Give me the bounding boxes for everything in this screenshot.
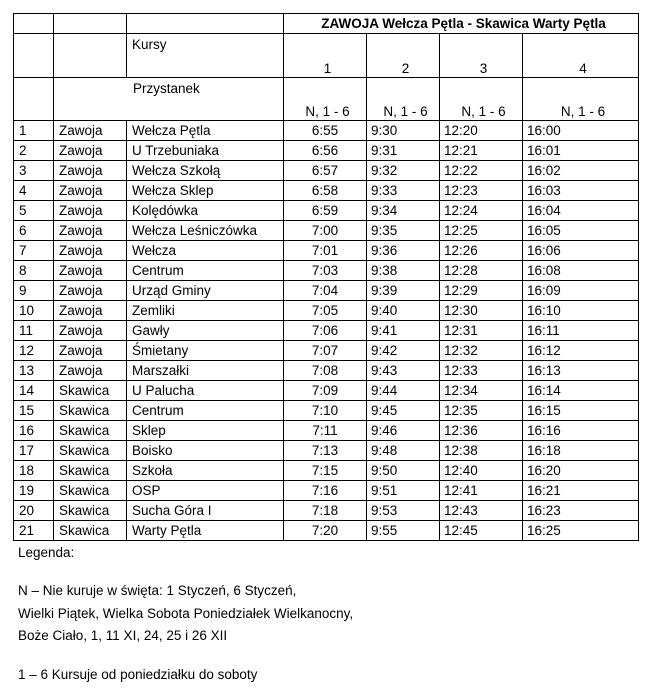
departure-time: 16:16 bbox=[523, 421, 639, 441]
departure-time: 7:06 bbox=[284, 321, 367, 341]
stop-number: 14 bbox=[14, 381, 54, 401]
stop-name: Wełcza Szkołą bbox=[127, 161, 284, 181]
stop-name: Sucha Góra I bbox=[127, 501, 284, 521]
departure-time: 12:22 bbox=[440, 161, 523, 181]
departure-time: 16:23 bbox=[523, 501, 639, 521]
stop-name: Wełcza Leśniczówka bbox=[127, 221, 284, 241]
course-days: N, 1 - 6 bbox=[367, 78, 440, 121]
departure-time: 7:20 bbox=[284, 521, 367, 541]
legend-days-line: 1 – 6 Kursuje od poniedziałku do soboty bbox=[18, 667, 258, 682]
departure-time: 9:41 bbox=[367, 321, 440, 341]
route-title: ZAWOJA Wełcza Pętla - Skawica Warty Pętla bbox=[284, 14, 639, 34]
legend-n-line: N – Nie kuruje w święta: 1 Styczeń, 6 Styczeń, bbox=[18, 583, 297, 598]
departure-time: 16:09 bbox=[523, 281, 639, 301]
departure-time: 9:42 bbox=[367, 341, 440, 361]
town-cell: Skawica bbox=[54, 401, 127, 421]
departure-time: 16:11 bbox=[523, 321, 639, 341]
stop-name: Warty Pętla bbox=[127, 521, 284, 541]
departure-time: 9:34 bbox=[367, 201, 440, 221]
departure-time: 16:20 bbox=[523, 461, 639, 481]
town-cell: Zawoja bbox=[54, 241, 127, 261]
departure-time: 12:35 bbox=[440, 401, 523, 421]
table-row bbox=[14, 261, 639, 281]
departure-time: 16:15 bbox=[523, 401, 639, 421]
departure-time: 7:04 bbox=[284, 281, 367, 301]
departure-time: 12:23 bbox=[440, 181, 523, 201]
departure-time: 9:36 bbox=[367, 241, 440, 261]
departure-time: 9:48 bbox=[367, 441, 440, 461]
town-cell: Zawoja bbox=[54, 121, 127, 141]
stop-number: 7 bbox=[14, 241, 54, 261]
departure-time: 7:09 bbox=[284, 381, 367, 401]
departure-time: 9:39 bbox=[367, 281, 440, 301]
course-days: N, 1 - 6 bbox=[523, 78, 639, 121]
departure-time: 7:01 bbox=[284, 241, 367, 261]
town-cell: Skawica bbox=[54, 421, 127, 441]
stop-number: 11 bbox=[14, 321, 54, 341]
departure-time: 9:50 bbox=[367, 461, 440, 481]
stop-name: Zemliki bbox=[127, 301, 284, 321]
stop-name: Wełcza Pętla bbox=[127, 121, 284, 141]
departure-time: 16:02 bbox=[523, 161, 639, 181]
stop-number: 21 bbox=[14, 521, 54, 541]
stop-name: U Trzebuniaka bbox=[127, 141, 284, 161]
departure-time: 12:25 bbox=[440, 221, 523, 241]
departure-time: 12:30 bbox=[440, 301, 523, 321]
town-cell: Zawoja bbox=[54, 361, 127, 381]
departure-time: 6:56 bbox=[284, 141, 367, 161]
departure-time: 12:36 bbox=[440, 421, 523, 441]
table-row bbox=[14, 481, 639, 501]
departure-time: 9:45 bbox=[367, 401, 440, 421]
stop-number: 12 bbox=[14, 341, 54, 361]
course-number: 4 bbox=[523, 34, 639, 78]
stop-number: 8 bbox=[14, 261, 54, 281]
stop-number: 17 bbox=[14, 441, 54, 461]
departure-time: 7:07 bbox=[284, 341, 367, 361]
stop-number: 19 bbox=[14, 481, 54, 501]
departure-time: 12:24 bbox=[440, 201, 523, 221]
departure-time: 9:43 bbox=[367, 361, 440, 381]
departure-time: 16:10 bbox=[523, 301, 639, 321]
town-cell: Skawica bbox=[54, 481, 127, 501]
table-row bbox=[14, 181, 639, 201]
stop-name: Marszałki bbox=[127, 361, 284, 381]
table-row bbox=[14, 421, 639, 441]
course-days: N, 1 - 6 bbox=[440, 78, 523, 121]
stop-number: 2 bbox=[14, 141, 54, 161]
header-empty-cell bbox=[14, 34, 54, 78]
departure-time: 9:55 bbox=[367, 521, 440, 541]
departure-time: 7:10 bbox=[284, 401, 367, 421]
stop-name: Sklep bbox=[127, 421, 284, 441]
departure-time: 7:08 bbox=[284, 361, 367, 381]
departure-time: 16:18 bbox=[523, 441, 639, 461]
table-row bbox=[14, 501, 639, 521]
departure-time: 12:21 bbox=[440, 141, 523, 161]
departure-time: 7:15 bbox=[284, 461, 367, 481]
departure-time: 7:05 bbox=[284, 301, 367, 321]
stop-name: Wełcza bbox=[127, 241, 284, 261]
table-row bbox=[14, 301, 639, 321]
table-row bbox=[14, 321, 639, 341]
stop-number: 13 bbox=[14, 361, 54, 381]
stop-name: Centrum bbox=[127, 261, 284, 281]
legend-n-line: Boże Ciało, 1, 11 XI, 24, 25 i 26 XII bbox=[18, 628, 228, 643]
departure-time: 16:05 bbox=[523, 221, 639, 241]
departure-time: 7:16 bbox=[284, 481, 367, 501]
town-cell: Skawica bbox=[54, 461, 127, 481]
stop-number: 3 bbox=[14, 161, 54, 181]
table-row bbox=[14, 141, 639, 161]
town-cell: Skawica bbox=[54, 381, 127, 401]
table-row bbox=[14, 521, 639, 541]
town-cell: Zawoja bbox=[54, 221, 127, 241]
departure-time: 12:45 bbox=[440, 521, 523, 541]
town-cell: Zawoja bbox=[54, 261, 127, 281]
header-row-courses bbox=[14, 34, 639, 78]
stop-number: 16 bbox=[14, 421, 54, 441]
departure-time: 12:28 bbox=[440, 261, 523, 281]
stop-name: Urząd Gminy bbox=[127, 281, 284, 301]
town-cell: Skawica bbox=[54, 441, 127, 461]
timetable bbox=[13, 13, 639, 541]
stop-name: U Palucha bbox=[127, 381, 284, 401]
kursy-label: Kursy bbox=[127, 34, 284, 78]
departure-time: 12:33 bbox=[440, 361, 523, 381]
departure-time: 9:40 bbox=[367, 301, 440, 321]
town-cell: Zawoja bbox=[54, 181, 127, 201]
legend-title: Legenda: bbox=[18, 545, 75, 560]
course-days: N, 1 - 6 bbox=[284, 78, 367, 121]
stop-name: OSP bbox=[127, 481, 284, 501]
departure-time: 16:25 bbox=[523, 521, 639, 541]
stop-number: 4 bbox=[14, 181, 54, 201]
stop-name: Boisko bbox=[127, 441, 284, 461]
departure-time: 12:31 bbox=[440, 321, 523, 341]
departure-time: 9:46 bbox=[367, 421, 440, 441]
departure-time: 9:53 bbox=[367, 501, 440, 521]
table-row bbox=[14, 241, 639, 261]
stop-number: 5 bbox=[14, 201, 54, 221]
town-cell: Zawoja bbox=[54, 141, 127, 161]
departure-time: 16:06 bbox=[523, 241, 639, 261]
departure-time: 7:11 bbox=[284, 421, 367, 441]
departure-time: 12:43 bbox=[440, 501, 523, 521]
header-empty-cell bbox=[54, 14, 127, 34]
stop-name: Śmietany bbox=[127, 341, 284, 361]
departure-time: 6:59 bbox=[284, 201, 367, 221]
departure-time: 9:44 bbox=[367, 381, 440, 401]
header-row-days bbox=[14, 78, 639, 121]
header-row-route bbox=[14, 14, 639, 34]
table-row bbox=[14, 341, 639, 361]
header-empty-cell bbox=[127, 14, 284, 34]
departure-time: 9:38 bbox=[367, 261, 440, 281]
departure-time: 9:30 bbox=[367, 121, 440, 141]
departure-time: 6:58 bbox=[284, 181, 367, 201]
town-cell: Zawoja bbox=[54, 301, 127, 321]
stop-number: 18 bbox=[14, 461, 54, 481]
town-cell: Zawoja bbox=[54, 281, 127, 301]
departure-time: 12:34 bbox=[440, 381, 523, 401]
departure-time: 12:38 bbox=[440, 441, 523, 461]
departure-time: 12:40 bbox=[440, 461, 523, 481]
przystanek-label-cell bbox=[54, 78, 284, 121]
departure-time: 7:00 bbox=[284, 221, 367, 241]
departure-time: 7:13 bbox=[284, 441, 367, 461]
table-row bbox=[14, 361, 639, 381]
legend-n-line: Wielki Piątek, Wielka Sobota Poniedziałek Wielkanocny, bbox=[18, 606, 354, 621]
course-number: 2 bbox=[367, 34, 440, 78]
stop-number: 10 bbox=[14, 301, 54, 321]
departure-time: 7:03 bbox=[284, 261, 367, 281]
przystanek-label: Przystanek bbox=[133, 81, 200, 96]
stop-number: 6 bbox=[14, 221, 54, 241]
departure-time: 12:41 bbox=[440, 481, 523, 501]
departure-time: 9:32 bbox=[367, 161, 440, 181]
departure-time: 16:03 bbox=[523, 181, 639, 201]
departure-time: 9:31 bbox=[367, 141, 440, 161]
departure-time: 16:00 bbox=[523, 121, 639, 141]
table-row bbox=[14, 281, 639, 301]
stop-number: 15 bbox=[14, 401, 54, 421]
town-cell: Skawica bbox=[54, 501, 127, 521]
table-row bbox=[14, 401, 639, 421]
town-cell: Zawoja bbox=[54, 201, 127, 221]
stop-name: Gawły bbox=[127, 321, 284, 341]
header-empty-cell bbox=[54, 34, 127, 78]
table-row bbox=[14, 121, 639, 141]
departure-time: 12:29 bbox=[440, 281, 523, 301]
departure-time: 12:26 bbox=[440, 241, 523, 261]
table-row bbox=[14, 461, 639, 481]
stop-name: Kolędówka bbox=[127, 201, 284, 221]
table-row bbox=[14, 381, 639, 401]
departure-time: 16:13 bbox=[523, 361, 639, 381]
table-row bbox=[14, 221, 639, 241]
stop-name: Wełcza Sklep bbox=[127, 181, 284, 201]
header-empty-cell bbox=[14, 78, 54, 121]
stop-number: 20 bbox=[14, 501, 54, 521]
departure-time: 16:01 bbox=[523, 141, 639, 161]
departure-time: 16:08 bbox=[523, 261, 639, 281]
stop-name: Szkoła bbox=[127, 461, 284, 481]
town-cell: Zawoja bbox=[54, 341, 127, 361]
header-empty-cell bbox=[14, 14, 54, 34]
departure-time: 9:35 bbox=[367, 221, 440, 241]
departure-time: 16:21 bbox=[523, 481, 639, 501]
town-cell: Zawoja bbox=[54, 321, 127, 341]
course-number: 3 bbox=[440, 34, 523, 78]
table-row bbox=[14, 441, 639, 461]
departure-time: 12:32 bbox=[440, 341, 523, 361]
stop-name: Centrum bbox=[127, 401, 284, 421]
departure-time: 9:51 bbox=[367, 481, 440, 501]
departure-time: 6:55 bbox=[284, 121, 367, 141]
course-number: 1 bbox=[284, 34, 367, 78]
departure-time: 6:57 bbox=[284, 161, 367, 181]
departure-time: 16:14 bbox=[523, 381, 639, 401]
departure-time: 12:20 bbox=[440, 121, 523, 141]
table-row bbox=[14, 161, 639, 181]
town-cell: Skawica bbox=[54, 521, 127, 541]
stop-number: 1 bbox=[14, 121, 54, 141]
departure-time: 16:04 bbox=[523, 201, 639, 221]
departure-time: 16:12 bbox=[523, 341, 639, 361]
town-cell: Zawoja bbox=[54, 161, 127, 181]
departure-time: 9:33 bbox=[367, 181, 440, 201]
stop-number: 9 bbox=[14, 281, 54, 301]
departure-time: 7:18 bbox=[284, 501, 367, 521]
table-row bbox=[14, 201, 639, 221]
